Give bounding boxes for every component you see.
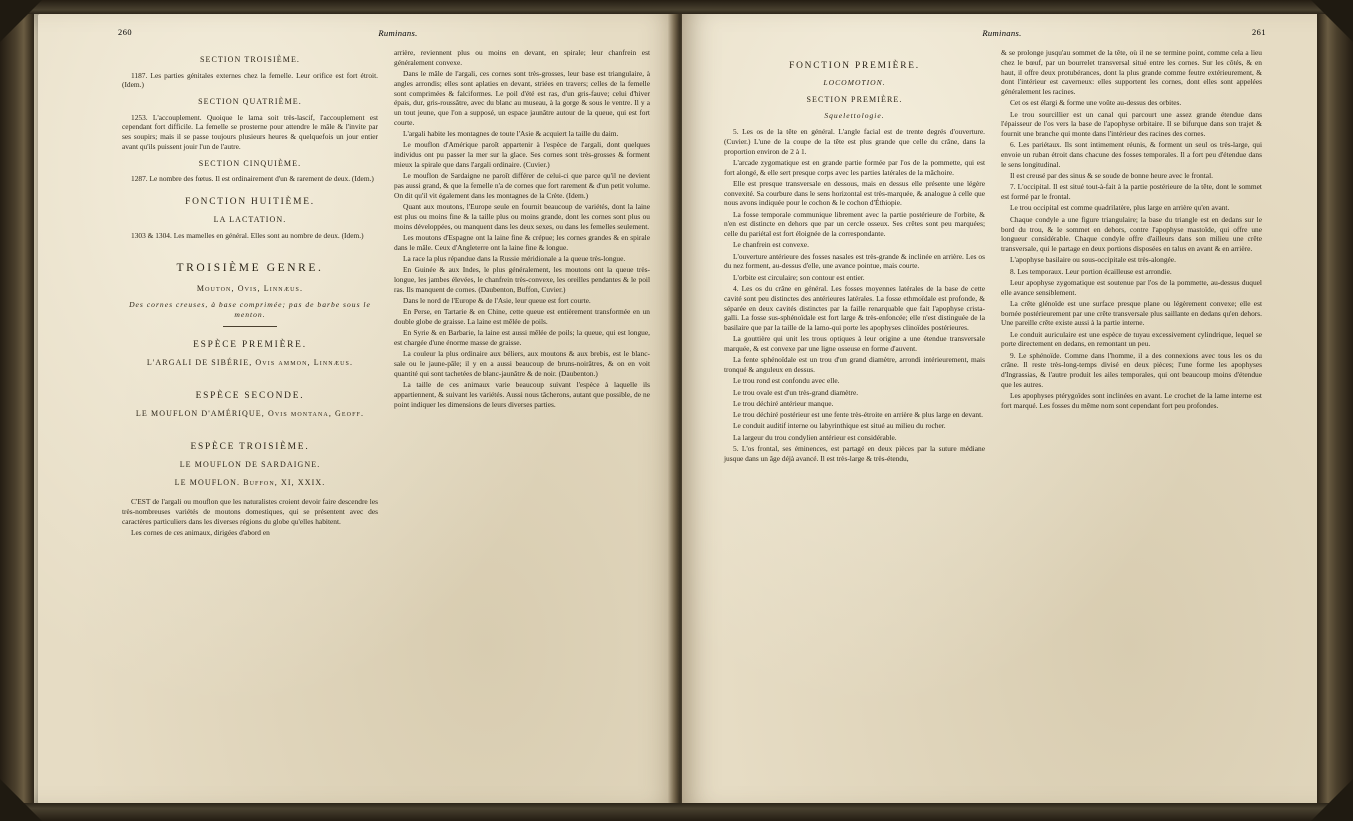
right-page-folio: 261 bbox=[1251, 28, 1266, 37]
paragraph: L'orbite est circulaire; son contour est entier. bbox=[733, 272, 865, 282]
espece-premiere-name: L'ARGALI DE SIBÉRIE, Ovis ammon, Linnæus. bbox=[146, 358, 354, 368]
paragraph: 7. L'occipital. Il est situé tout-à-fait à la partie postérieure de la tête, dont le sommet est formé par le frontal. bbox=[1001, 182, 1262, 202]
right-page-text bbox=[724, 48, 1262, 720]
heading-troisieme-genre: TROISIÈME GENRE. bbox=[176, 262, 324, 275]
paragraph: Chaque condyle a une figure triangulaire; la base du triangle est en dedans sur le bord du trou, & le sommet en dehors, contre l'apophyse mastoïde, qui offre une longueur considérable. Chaque condyle offre d'ailleurs dans son milieu une crête transversale, qui le partage en deux portions disposées en talus en avant & en arrière. bbox=[1001, 214, 1262, 254]
heading-fonction-premiere: FONCTION PREMIÈRE. bbox=[789, 61, 920, 71]
paragraph: Le chanfrein est convexe. bbox=[733, 240, 809, 250]
paragraph: 9. Le sphénoïde. Comme dans l'homme, il a des connexions avec tous les os du crâne. Il reste très-long-temps divisé en deux pièces; l'une forme les apophyses d'Ingrassias, & l'autre produit les ailes temporales, qui ont beaucoup moins d'étendue que les autres. bbox=[1001, 350, 1262, 389]
paragraph: 6. Les pariétaux. Ils sont intimement réunis, & forment un seul os très-large, qui envoie un ruban étroit dans chacune des fosses temporales. Il a fort peu d'étendue dans le sens longitudinal. bbox=[1001, 140, 1262, 169]
left-page-folio: 260 bbox=[118, 28, 133, 37]
heading-locomotion: LOCOMOTION. bbox=[823, 78, 886, 88]
heading-section-cinquieme: SECTION CINQUIÈME. bbox=[198, 158, 302, 168]
paragraph: Les cornes de ces animaux, dirigées d'abord en bbox=[131, 528, 270, 538]
heading-section-premiere: SECTION PREMIÈRE. bbox=[806, 95, 903, 105]
paragraph: Le trou rond est confondu avec elle. bbox=[733, 376, 840, 386]
heading-lactation: LA LACTATION. bbox=[213, 215, 287, 225]
heading-fonction-huitieme: FONCTION HUITIÈME. bbox=[185, 197, 315, 207]
paragraph: Le mouflon de Sardaigne ne paroît différer de celui-ci que parce qu'il ne devient pas aussi grand, & que la femelle n'a de cornes que fort rarement & d'un petit volume. On dit qu'il vit également dans les montagnes de la Crète. (Idem.) bbox=[394, 171, 650, 200]
paragraph: La crête glénoïde est une surface presque plane ou légèrement convexe; elle est bornée postérieurement par une crête transversale plus saillante en dedans qu'en dehors. Une pareille crête existe aussi à la partie interne. bbox=[1001, 298, 1262, 328]
paragraph: Le conduit auditif interne ou labyrinthique est situé au milieu du rocher. bbox=[733, 421, 946, 431]
paragraph: En Perse, en Tartarie & en Chine, cette queue est entièrement transformée en un double globe de graisse. La laine est mêlée de poils. bbox=[394, 307, 650, 326]
page-spread bbox=[8, 8, 1345, 813]
paragraph: 1187. Les parties génitales externes chez la femelle. Leur orifice est fort étroit. (Idem.) bbox=[122, 70, 378, 90]
heading-espece-premiere: ESPÈCE PREMIÈRE. bbox=[193, 339, 307, 350]
paragraph: La fosse temporale communique librement avec la partie postérieure de l'orbite, & n'en est distincte en dehors que par un cercle osseux. Ses crêtes sont peu marquées; celle du pariétal est fort éloignée de la correspondante. bbox=[724, 209, 985, 239]
paragraph: En Syrie & en Barbarie, la laine est aussi mêlée de poils; la queue, qui est longue, est chargée d'une énorme masse de graisse. bbox=[394, 328, 650, 347]
paragraph: Le trou déchiré postérieur est une fente très-étroite en arrière & plus large en devant. bbox=[733, 410, 984, 420]
heading-section-quatrieme: SECTION QUATRIÈME. bbox=[198, 97, 302, 107]
paragraph: C'EST de l'argali ou mouflon que les naturalistes croient devoir faire descendre les très-nombreuses variétés de moutons domestiques, qui se présentent avec des caractères particuliers dans les diverses régions du globe qu'elles habitent. bbox=[122, 497, 378, 526]
paragraph: Le conduit auriculaire est une espèce de tuyau excessivement cylindrique, lequel se porte directement en dedans, en remontant un peu. bbox=[1001, 329, 1262, 349]
paragraph: 4. Les os du crâne en général. Les fosses moyennes latérales de la base de cette cavité sont peu distinctes des antérieures latérales. La fosse ethmoïdale est profonde, & séparée en deux cavités distinctes par la faille renarquable que fait l'apophyse crista-galli. La fosse sus-sphénoïdale est fort large & très-enfoncée; elle n'est distinguée de la basilaire que par la taille de la lamo-qui porte les apophyses clinoïdes postérieures. bbox=[724, 283, 985, 333]
paragraph: 1287. Le nombre des fœtus. Il est ordinairement d'un & rarement de deux. (Idem.) bbox=[131, 174, 374, 184]
espece-troisieme-name-2: LE MOUFLON. Buffon, XI, XXIX. bbox=[174, 477, 326, 487]
paragraph: L'ouverture antérieure des fosses nasales est très-grande & inclinée en arrière. Les os du nez forment, au-dessus d'elle, une avance pointue, mais courte. bbox=[724, 251, 985, 271]
left-page-text bbox=[122, 48, 650, 720]
paragraph: 8. Les temporaux. Leur portion écailleuse est arrondie. bbox=[1010, 266, 1172, 276]
paragraph: Dans le nord de l'Europe & de l'Asie, leur queue est fort courte. bbox=[403, 295, 591, 305]
paragraph: L'apophyse basilaire ou sous-occipitale est très-alongée. bbox=[1010, 255, 1176, 265]
paragraph: Le trou occipital est comme quadrilatère, plus large en arrière qu'en avant. bbox=[1010, 203, 1230, 213]
paragraph: L'argali habite les montagnes de toute l'Asie & acquiert la taille du daim. bbox=[403, 129, 619, 139]
paragraph: Il est creusé par des sinus & se soude de bonne heure avec le frontal. bbox=[1010, 171, 1213, 181]
right-page[interactable] bbox=[682, 14, 1322, 804]
left-column-1 bbox=[122, 48, 378, 720]
genre-subtitle: Mouton, Ovis, Linnæus. bbox=[196, 284, 304, 294]
right-column-2 bbox=[1001, 48, 1262, 720]
paragraph: La gouttière qui unit les trous optiques à leur origine a une étendue transversale marquée, & est convexe par une ligne osseuse en forme d'auvent. bbox=[724, 334, 985, 354]
right-column-1 bbox=[724, 48, 985, 720]
paragraph: Le trou sourcillier est un canal qui parcourt une assez grande étendue dans l'épaisseur de l'os vers la base de l'apophyse orbitaire. Il se bifurque dans son trajet & fournit une branche qui monte dans l'intérieur des racines des cornes. bbox=[1001, 109, 1262, 139]
paragraph: 1253. L'accouplement. Quoique le lama soit très-lascif, l'accouplement est cependant fort difficile. La femelle se prosterne pour attendre le mâle & l'invite par ses soupirs; mais il se passe toujours plusieurs heures & quelquefois un jour entier avant qu'ils puissent jouir l'un de l'autre. bbox=[122, 112, 378, 151]
paragraph: La couleur la plus ordinaire aux béliers, aux moutons & aux brebis, est le blanc-sale ou le jaune-pâle; il y en a aussi beaucoup de bruns-noirâtres, & on en voit quantité qui sont tachetées de blanc-jaunâtre & de noir. (Daubenton.) bbox=[394, 349, 650, 378]
paragraph: & se prolonge jusqu'au sommet de la tête, où il ne se termine point, comme cela a lieu chez le bœuf, par un bourrelet transversal situé entre les cornes. Sur les côtés, & en haut, il offre deux protubérances, dont la plus grande comme feutre extérieurement, & dont l'intérieur est caverneux: elles supportent les cornes, dont elles sont appelées généralement les racines. bbox=[1001, 48, 1262, 97]
heading-espece-seconde: ESPÈCE SECONDE. bbox=[195, 390, 305, 401]
paragraph: 1303 & 1304. Les mamelles en général. Elles sont au nombre de deux. (Idem.) bbox=[131, 230, 364, 240]
paragraph: Les moutons d'Espagne ont la laine fine & crépue; les cornes grandes & en spirale dans le mâle. Ceux d'Angleterre ont la laine fine & longue. bbox=[394, 232, 650, 252]
left-running-head: Ruminans. bbox=[378, 28, 418, 38]
paragraph: Dans le mâle de l'argali, ces cornes sont très-grosses, leur base est triangulaire, à angles arrondis; elles sont aplaties en devant, striées en travers; celles de la femelle sont comprimées & falciformes. Le poil d'été est ras, d'un gris-fauve; celui d'hiver épais, dur, gris-roussâtre, avec du blanc au museau, à la gorge & sous le ventre. Il y a un tout jeune, que l'on a supposé, un espace jaunâtre autour de la queue, qui est fort courte. bbox=[394, 69, 650, 127]
paragraph: Cet os est élargi & forme une voûte au-dessus des orbites. bbox=[1010, 98, 1182, 108]
paragraph: La race la plus répandue dans la Russie méridionale a la queue très-longue. bbox=[403, 253, 626, 263]
heading-section-troisieme: SECTION TROISIÈME. bbox=[199, 55, 301, 64]
genre-description: Des cornes creuses, à base comprimée; pas de barbe sous le menton. bbox=[129, 299, 371, 319]
paragraph: Le mouflon d'Amérique paroît appartenir à l'espèce de l'argali, dont quelques individus ont pu passer la mer sur la glace. Ses cornes sont très-grosses & forment mieux la spirale que dans l'argali ordinaire. (Cuvier.) bbox=[394, 140, 650, 169]
paragraph: En Guinée & aux Indes, le plus généralement, les moutons ont la queue très-longue, les jambes élevées, le chanfrein très-convexe, les oreilles pendantes & le poil ras. Ils manquent de cornes. (Daubenton, Buffon, Cuvier.) bbox=[394, 265, 650, 294]
left-page[interactable] bbox=[38, 14, 678, 804]
paragraph: arrière, reviennent plus ou moins en devant, en spirale; leur chanfrein est généralement convexe. bbox=[394, 48, 650, 67]
book-edge-bottom bbox=[0, 803, 1353, 821]
paragraph: 5. L'os frontal, ses éminences, est partagé en deux pièces par la suture médiane jusque dans un âge déjà avancé. Il est très-large & très-étendu, bbox=[724, 443, 985, 463]
paragraph: La fente sphénoïdale est un trou d'un grand diamètre, arrondi intérieurement, mais tronqué & anguleux en dessus. bbox=[724, 355, 985, 375]
paragraph: Leur apophyse zygomatique est soutenue par l'os de la pommette, au-dessus duquel elle avance sensiblement. bbox=[1001, 277, 1262, 297]
book-edge-top bbox=[0, 0, 1353, 14]
divider-rule bbox=[223, 326, 277, 327]
left-column-2 bbox=[394, 48, 650, 720]
paragraph: Le trou ovale est d'un très-grand diamètre. bbox=[733, 387, 859, 397]
paragraph: L'arcade zygomatique est en grande partie formée par l'os de la pommette, qui est fort alongé, & elle sert presque corps avec les parties latérales de la mâchoire. bbox=[724, 157, 985, 177]
book-edge-right bbox=[1317, 0, 1353, 821]
paragraph: Le trou déchiré antérieur manque. bbox=[733, 398, 834, 408]
right-running-head: Ruminans. bbox=[982, 28, 1022, 38]
paragraph: 5. Les os de la tête en général. L'angle facial est de trente degrés d'ouverture. (Cuvier.) L'une de la coupe de la tête est plus grande que celle du crâne, dans la proportion environ de 2 à 1. bbox=[724, 126, 985, 156]
book-edge-left bbox=[0, 0, 34, 821]
espece-seconde-name: LE MOUFLON D'AMÉRIQUE, Ovis montana, Geoff. bbox=[135, 409, 365, 419]
paragraph: La largeur du trou condylien antérieur est considérable. bbox=[733, 432, 897, 442]
paragraph: Elle est presque transversale en dessous, mais en dessus elle présente une légère convexité. Sa courbure dans le sens horizontal est très-marquée, & analogue à celle que nous avons indiquée pour le cochon & le cochon d'Éthiopie. bbox=[724, 178, 985, 208]
paragraph: La taille de ces animaux varie beaucoup suivant l'espèce à laquelle ils appartiennent, & suivant les variétés. Aussi nous tâcherons, autant que possible, de ne point indiquer les dimensions de leurs diverses parties. bbox=[394, 380, 650, 409]
espece-troisieme-name-1: LE MOUFLON DE SARDAIGNE. bbox=[179, 460, 321, 470]
heading-espece-troisieme: ESPÈCE TROISIÈME. bbox=[190, 441, 310, 452]
heading-squelettologie: Squelettologie. bbox=[824, 110, 885, 120]
paragraph: Quant aux moutons, l'Europe seule en fournit beaucoup de variétés, dont la laine est plus ou moins fine & la taille plus ou moins grande, dont les cornes sont plus ou moins développées, ou manquent dans les deux sexes, ou dans les femelles seulement. bbox=[394, 201, 650, 231]
paragraph: Les apophyses ptérygoïdes sont inclinées en avant. Le crochet de la lame interne est fort marqué. Les fosses du même nom sont cependant fort peu profondes. bbox=[1001, 391, 1262, 411]
